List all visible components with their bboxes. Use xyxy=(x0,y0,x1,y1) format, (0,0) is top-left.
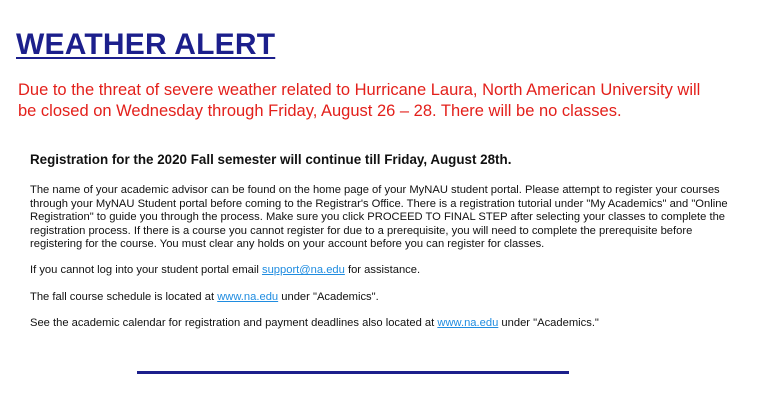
schedule-paragraph xyxy=(30,291,736,305)
alert-title: WEATHER ALERT xyxy=(16,28,276,61)
divider xyxy=(137,371,569,374)
support-email-link[interactable]: support@na.edu xyxy=(261,264,345,277)
support-text-before: If you cannot log into your student portal email xyxy=(30,264,262,277)
support-text-after: for assistance. xyxy=(344,264,421,277)
registration-heading: Registration for the 2020 Fall semester will continue till Friday, August 28th. xyxy=(30,152,512,167)
schedule-text-after: under "Academics". xyxy=(278,290,379,303)
schedule-text-before: The fall course schedule is located at xyxy=(30,290,218,303)
advisor-paragraph: The name of your academic advisor can be found on the home page of your MyNAU student portal. Please attempt to register your courses through your MyNAU Student portal before coming to the Registrar's Office. There is a registration tutorial under "My Academics" and "Online Registration" to guide you through the process. Make sure you click PROCEED TO FINAL STEP after selecting your classes to complete the registration process. If there is a course you cannot register for due to a prerequisite, you will need to complete the prerequisite before registering for the course. You must clear any holds on your account before you can register for classes. xyxy=(30,184,728,251)
calendar-text-before: See the academic calendar for registration and payment deadlines also located at xyxy=(30,316,438,329)
support-paragraph xyxy=(30,264,736,278)
schedule-website-link[interactable]: www.na.edu xyxy=(217,290,279,303)
calendar-website-link[interactable]: www.na.edu xyxy=(437,316,499,329)
alert-message: Due to the threat of severe weather related to Hurricane Laura, North American University will be closed on Wednesday through Friday, August 26 – 28. There will be no classes. xyxy=(18,81,701,120)
calendar-paragraph xyxy=(30,317,736,331)
calendar-text-after: under "Academics." xyxy=(498,316,599,329)
registration-content xyxy=(30,152,736,343)
